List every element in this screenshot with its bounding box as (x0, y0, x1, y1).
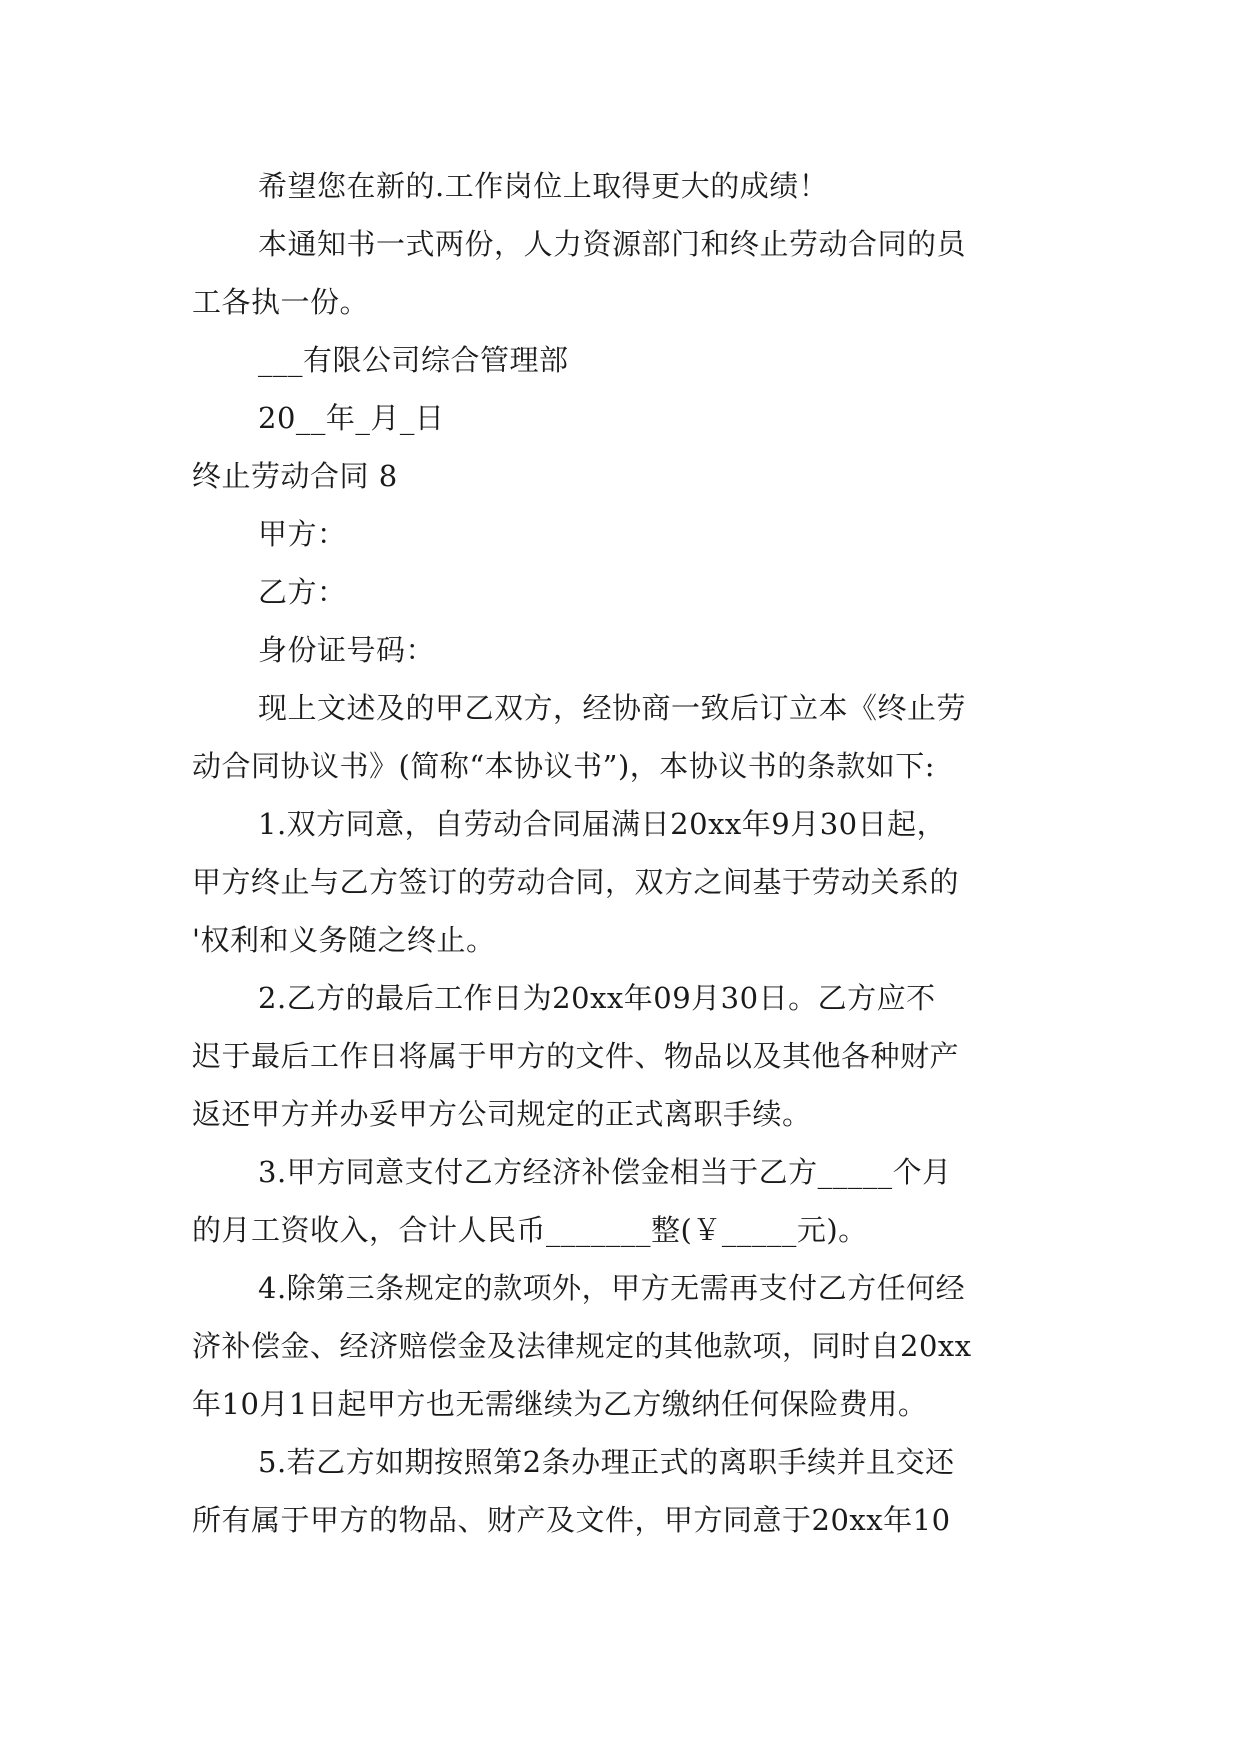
clause-1-line-1: 1.双方同意，自劳动合同届满日20xx年9月30日起， (258, 807, 947, 841)
clause-1-line-3: '权利和义务随之终止。 (192, 923, 496, 957)
clause-1-line-2: 甲方终止与乙方签订的劳动合同，双方之间基于劳动关系的 (192, 865, 960, 899)
id-number-label: 身份证号码： (258, 633, 436, 667)
clause-2-line-2: 迟于最后工作日将属于甲方的文件、物品以及其他各种财产 (192, 1039, 960, 1073)
preamble-line-2: 动合同协议书》(简称“本协议书”)，本协议书的条款如下: (192, 749, 936, 783)
notice-copies-line-2: 工各执一份。 (192, 285, 370, 319)
clause-3-line-2: 的月工资收入，合计人民币_______整(￥_____元)。 (192, 1213, 868, 1247)
clause-5-line-1: 5.若乙方如期按照第2条办理正式的离职手续并且交还 (258, 1445, 955, 1479)
signing-date: 20__年_月_日 (258, 401, 445, 435)
clause-3-line-1: 3.甲方同意支付乙方经济补偿金相当于乙方_____个月 (258, 1155, 952, 1189)
signing-department: ___有限公司综合管理部 (258, 343, 569, 377)
clause-4-line-1: 4.除第三条规定的款项外，甲方无需再支付乙方任何经 (258, 1271, 966, 1305)
section-heading: 终止劳动合同 8 (192, 459, 398, 493)
closing-wish: 希望您在新的.工作岗位上取得更大的成绩！ (258, 169, 829, 203)
clause-5-line-2: 所有属于甲方的物品、财产及文件，甲方同意于20xx年10 (192, 1503, 951, 1537)
notice-copies-line-1: 本通知书一式两份，人力资源部门和终止劳动合同的员 (258, 227, 967, 261)
clause-2-line-1: 2.乙方的最后工作日为20xx年09月30日。乙方应不 (258, 981, 936, 1015)
clause-2-line-3: 返还甲方并办妥甲方公司规定的正式离职手续。 (192, 1097, 812, 1131)
preamble-line-1: 现上文述及的甲乙双方，经协商一致后订立本《终止劳 (258, 691, 967, 725)
clause-4-line-2: 济补偿金、经济赔偿金及法律规定的其他款项，同时自20xx (192, 1329, 972, 1363)
clause-4-line-3: 年10月1日起甲方也无需继续为乙方缴纳任何保险费用。 (192, 1387, 928, 1421)
party-b-label: 乙方： (258, 575, 347, 609)
party-a-label: 甲方： (258, 517, 347, 551)
